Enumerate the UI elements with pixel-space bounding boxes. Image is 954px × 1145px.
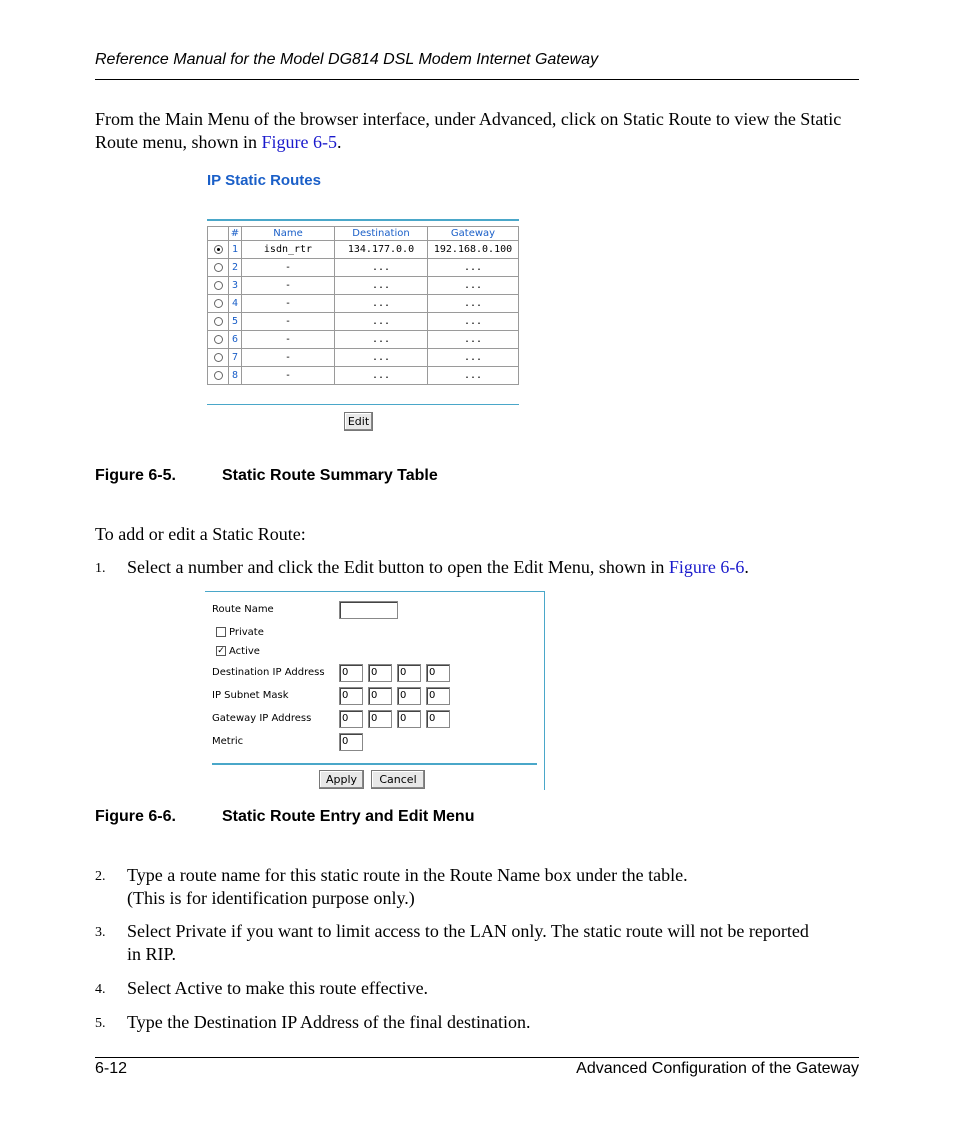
ip-static-routes-title: IP Static Routes: [207, 172, 321, 189]
static-routes-table: [207, 226, 519, 385]
route-select-radio[interactable]: [214, 353, 223, 362]
step-1-body: Select a number and click the Edit button to open the Edit Menu, shown in: [127, 557, 669, 577]
step-1-text: [127, 556, 859, 579]
row-gateway-cell: 192.168.0.100: [428, 241, 519, 259]
add-edit-intro: To add or edit a Static Route:: [95, 524, 306, 544]
step-2-line-1: Type a route name for this static route in the Route Name box under the table.: [127, 865, 688, 885]
step-2-text: [127, 864, 859, 910]
row-radio-cell: [208, 331, 229, 349]
gateway-ip-octet-4-input[interactable]: 0: [426, 710, 450, 728]
caption-text: Static Route Summary Table: [222, 467, 438, 484]
step-1-number: 1.: [95, 561, 106, 576]
row-name-cell: -: [242, 313, 335, 331]
step-3-line-2: in RIP.: [127, 944, 177, 964]
gateway-ip-label: Gateway IP Address: [212, 713, 312, 724]
row-index-cell: 6: [229, 331, 242, 349]
row-gateway-cell: ...: [428, 259, 519, 277]
subnet-mask-octet-4-input[interactable]: 0: [426, 687, 450, 705]
row-destination-cell: ...: [335, 277, 428, 295]
destination-ip-octet-2-input[interactable]: 0: [368, 664, 392, 682]
intro-period: .: [337, 132, 342, 152]
row-destination-cell: ...: [335, 259, 428, 277]
radio-column-header: [208, 227, 229, 241]
route-name-label: Route Name: [212, 604, 274, 615]
table-row: [208, 349, 519, 367]
row-destination-cell: ...: [335, 295, 428, 313]
private-checkbox[interactable]: [216, 627, 226, 637]
row-index-cell: 7: [229, 349, 242, 367]
row-radio-cell: [208, 241, 229, 259]
gateway-column-header: Gateway: [428, 227, 519, 241]
edit-button[interactable]: Edit: [344, 412, 373, 431]
subnet-mask-octet-1-input[interactable]: 0: [339, 687, 363, 705]
row-gateway-cell: ...: [428, 295, 519, 313]
figure6-right-rule: [544, 591, 545, 790]
page-number: 6-12: [95, 1060, 128, 1077]
route-select-radio[interactable]: [214, 371, 223, 380]
index-column-header: #: [229, 227, 242, 241]
route-select-radio[interactable]: [214, 281, 223, 290]
row-gateway-cell: ...: [428, 367, 519, 385]
row-destination-cell: ...: [335, 367, 428, 385]
name-column-header: Name: [242, 227, 335, 241]
step-2-line-2: (This is for identification purpose only.): [127, 888, 415, 908]
step-3-number: 3.: [95, 925, 106, 940]
table-row: [208, 367, 519, 385]
row-destination-cell: ...: [335, 313, 428, 331]
table-row: [208, 295, 519, 313]
destination-ip-label: Destination IP Address: [212, 667, 325, 678]
figure6-bottom-rule: [212, 763, 537, 765]
row-name-cell: -: [242, 259, 335, 277]
destination-ip-octet-3-input[interactable]: 0: [397, 664, 421, 682]
metric-input[interactable]: 0: [339, 733, 363, 751]
step-2-number: 2.: [95, 869, 106, 884]
step-4-text: Select Active to make this route effective.: [127, 978, 429, 998]
row-radio-cell: [208, 259, 229, 277]
row-radio-cell: [208, 277, 229, 295]
row-name-cell: -: [242, 331, 335, 349]
route-select-radio[interactable]: [214, 317, 223, 326]
destination-ip-octet-4-input[interactable]: 0: [426, 664, 450, 682]
table-header-row: [208, 227, 519, 241]
caption-number: Figure 6-5.: [95, 467, 176, 484]
running-header: Reference Manual for the Model DG814 DSL Modem Internet Gateway: [95, 51, 599, 68]
table-row: [208, 313, 519, 331]
row-destination-cell: 134.177.0.0: [335, 241, 428, 259]
route-select-radio[interactable]: [214, 245, 223, 254]
row-gateway-cell: ...: [428, 331, 519, 349]
active-checkbox[interactable]: ✓: [217, 646, 225, 656]
row-name-cell: isdn_rtr: [242, 241, 335, 259]
step-4-number: 4.: [95, 982, 106, 997]
figure5-top-rule: [207, 219, 519, 221]
intro-text: From the Main Menu of the browser interface, under Advanced, click on Static Route to view the Static Route menu, shown in: [95, 109, 842, 152]
gateway-ip-octet-1-input[interactable]: 0: [339, 710, 363, 728]
row-destination-cell: ...: [335, 349, 428, 367]
subnet-mask-label: IP Subnet Mask: [212, 690, 289, 701]
row-radio-cell: [208, 367, 229, 385]
row-radio-cell: [208, 349, 229, 367]
table-row: [208, 241, 519, 259]
row-index-cell: 1: [229, 241, 242, 259]
gateway-ip-octet-3-input[interactable]: 0: [397, 710, 421, 728]
subnet-mask-octet-3-input[interactable]: 0: [397, 687, 421, 705]
figure-6-6-caption: [95, 808, 474, 826]
route-select-radio[interactable]: [214, 299, 223, 308]
row-gateway-cell: ...: [428, 313, 519, 331]
row-radio-cell: [208, 295, 229, 313]
step-5-text: Type the Destination IP Address of the final destination.: [127, 1012, 531, 1032]
figure-6-5-caption: [95, 467, 438, 485]
row-index-cell: 3: [229, 277, 242, 295]
caption-text: Static Route Entry and Edit Menu: [222, 808, 475, 825]
figure-6-5-link[interactable]: Figure 6-5: [261, 132, 337, 152]
row-index-cell: 4: [229, 295, 242, 313]
route-name-input[interactable]: [339, 601, 398, 619]
step-3-text: [127, 920, 859, 966]
row-destination-cell: ...: [335, 331, 428, 349]
route-select-radio[interactable]: [214, 335, 223, 344]
footer-rule: [95, 1057, 859, 1058]
intro-paragraph: [95, 108, 859, 154]
step-1-period: .: [744, 557, 749, 577]
row-index-cell: 8: [229, 367, 242, 385]
apply-button[interactable]: Apply: [319, 770, 364, 789]
metric-label: Metric: [212, 736, 244, 747]
row-gateway-cell: ...: [428, 277, 519, 295]
table-row: [208, 331, 519, 349]
figure5-bottom-rule: [207, 404, 519, 405]
destination-column-header: Destination: [335, 227, 428, 241]
row-name-cell: -: [242, 295, 335, 313]
gateway-ip-octet-2-input[interactable]: 0: [368, 710, 392, 728]
row-index-cell: 2: [229, 259, 242, 277]
destination-ip-octet-1-input[interactable]: 0: [339, 664, 363, 682]
row-name-cell: -: [242, 277, 335, 295]
route-select-radio[interactable]: [214, 263, 223, 272]
row-gateway-cell: ...: [428, 349, 519, 367]
subnet-mask-octet-2-input[interactable]: 0: [368, 687, 392, 705]
private-label: Private: [229, 627, 264, 638]
footer-section-title: Advanced Configuration of the Gateway: [576, 1060, 859, 1077]
row-name-cell: -: [242, 349, 335, 367]
table-row: [208, 277, 519, 295]
step-3-line-1: Select Private if you want to limit access to the LAN only. The static route will not be reported: [127, 921, 809, 941]
row-name-cell: -: [242, 367, 335, 385]
row-radio-cell: [208, 313, 229, 331]
active-label: Active: [229, 646, 260, 657]
row-index-cell: 5: [229, 313, 242, 331]
figure6-top-rule: [205, 591, 544, 592]
figure-6-6-link[interactable]: Figure 6-6: [668, 557, 745, 577]
cancel-button[interactable]: Cancel: [371, 770, 425, 789]
step-5-number: 5.: [95, 1016, 106, 1031]
header-rule: [95, 79, 859, 80]
table-row: [208, 259, 519, 277]
caption-number: Figure 6-6.: [95, 808, 176, 825]
